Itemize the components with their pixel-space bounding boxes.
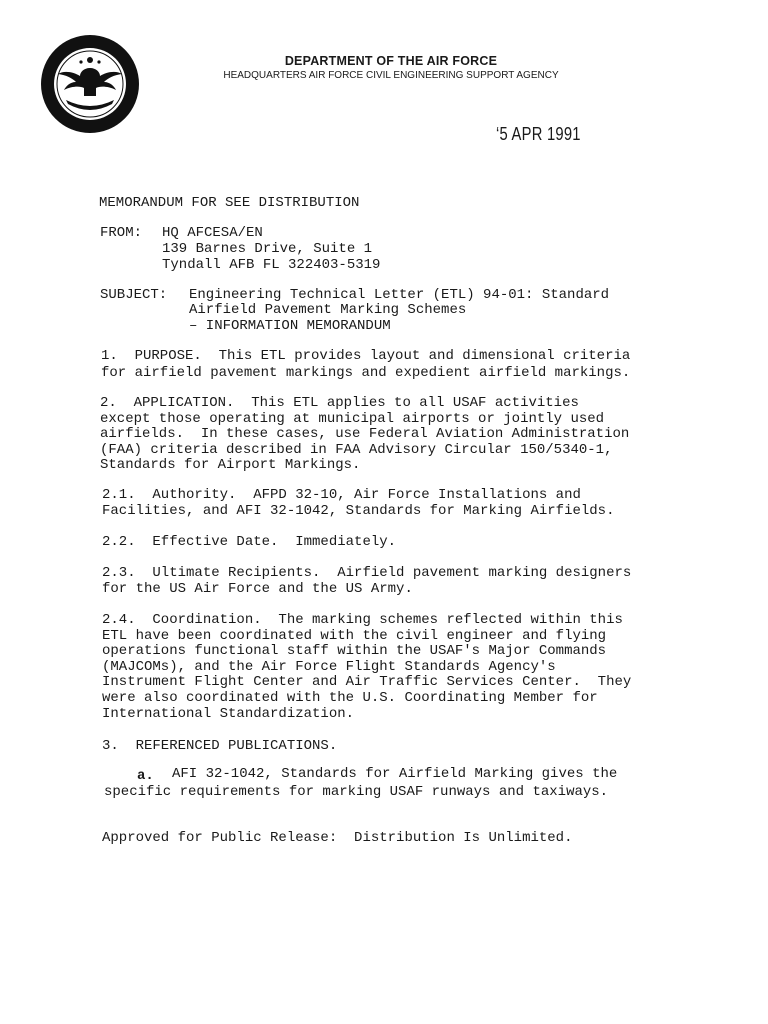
department-of-defense-seal-icon xyxy=(40,34,140,134)
recipients-paragraph-line: 2.3. Ultimate Recipients. Airfield pavement marking designers xyxy=(102,565,632,581)
purpose-paragraph-line: 1. PURPOSE. This ETL provides layout and dimensional criteria xyxy=(101,348,631,364)
coordination-paragraph-line: 2.4. Coordination. The marking schemes reflected within this xyxy=(102,612,623,628)
reference-item-line: AFI 32-1042, Standards for Airfield Marking gives the xyxy=(172,766,618,782)
from-street: 139 Barnes Drive, Suite 1 xyxy=(162,241,373,257)
from-org: HQ AFCESA/EN xyxy=(162,225,263,241)
letterhead-agency: HEADQUARTERS AIR FORCE CIVIL ENGINEERING SUPPORT AGENCY xyxy=(223,70,559,81)
reference-item-line: specific requirements for marking USAF runways and taxiways. xyxy=(104,784,609,800)
subject-line: Engineering Technical Letter (ETL) 94-01: Standard xyxy=(189,287,610,303)
authority-paragraph-line: Facilities, and AFI 32-1042, Standards for Marking Airfields. xyxy=(102,503,615,519)
coordination-paragraph-line: were also coordinated with the U.S. Coordinating Member for xyxy=(102,690,598,706)
coordination-paragraph-line: operations functional staff within the USAF's Major Commands xyxy=(102,643,607,659)
application-paragraph-line: except those operating at municipal airports or jointly used xyxy=(100,411,605,427)
subject-line: Airfield Pavement Marking Schemes xyxy=(189,302,467,318)
coordination-paragraph-line: ETL have been coordinated with the civil engineer and flying xyxy=(102,628,607,644)
letterhead-department: DEPARTMENT OF THE AIR FORCE xyxy=(284,54,498,68)
application-paragraph-line: (FAA) criteria described in FAA Advisory Circular 150/5340-1, xyxy=(100,442,613,458)
references-heading: 3. REFERENCED PUBLICATIONS. xyxy=(102,738,338,754)
application-paragraph-line: 2. APPLICATION. This ETL applies to all USAF activities xyxy=(100,395,579,411)
effective-date-paragraph: 2.2. Effective Date. Immediately. xyxy=(102,534,397,550)
purpose-paragraph-line: for airfield pavement markings and expedient airfield markings. xyxy=(101,365,631,381)
subject-label: SUBJECT: xyxy=(100,287,168,303)
application-paragraph-line: airfields. In these cases, use Federal Aviation Administration xyxy=(100,426,630,442)
authority-paragraph-line: 2.1. Authority. AFPD 32-10, Air Force Installations and xyxy=(102,487,581,503)
from-city: Tyndall AFB FL 322403-5319 xyxy=(162,257,381,273)
subject-line: – INFORMATION MEMORANDUM xyxy=(189,318,391,334)
application-paragraph-line: Standards for Airport Markings. xyxy=(100,457,361,473)
coordination-paragraph-line: Instrument Flight Center and Air Traffic Services Center. They xyxy=(102,674,632,690)
coordination-paragraph-line: International Standardization. xyxy=(102,706,355,722)
memo-for-line: MEMORANDUM FOR SEE DISTRIBUTION xyxy=(99,195,360,211)
recipients-paragraph-line: for the US Air Force and the US Army. xyxy=(102,581,413,597)
from-label: FROM: xyxy=(100,225,143,241)
reference-item-marker: a. xyxy=(137,768,154,784)
coordination-paragraph-line: (MAJCOMs), and the Air Force Flight Standards Agency's xyxy=(102,659,556,675)
memo-date: ‘5 APR 1991 xyxy=(496,124,581,144)
release-statement: Approved for Public Release: Distribution Is Unlimited. xyxy=(102,830,573,846)
